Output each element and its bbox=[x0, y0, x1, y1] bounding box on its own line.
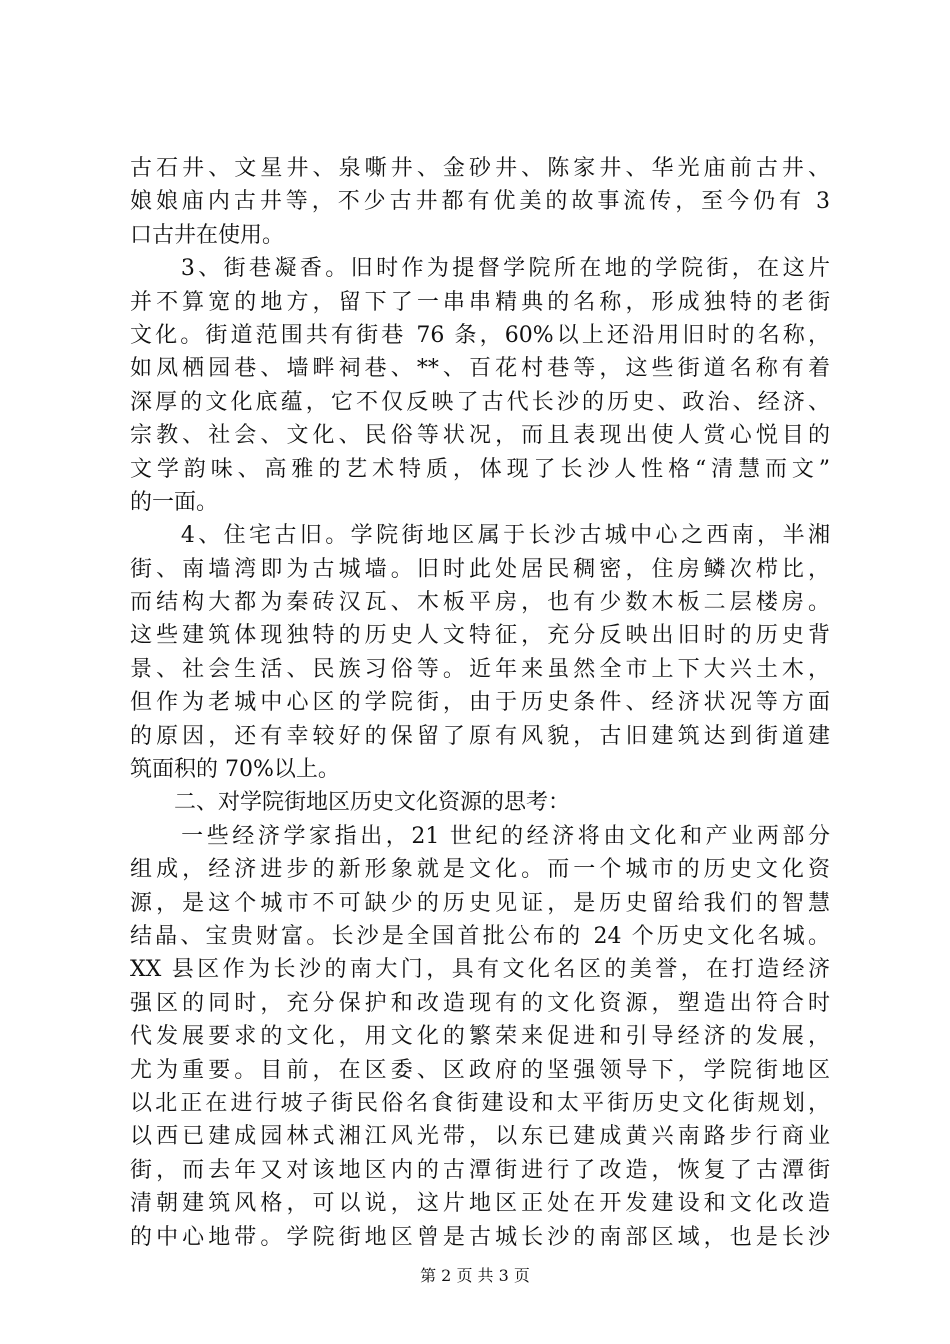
text-line: 强区的同时，充分保护和改造现有的文化资源，塑造出符合时 bbox=[130, 990, 830, 1016]
text-line: 组成，经济进步的新形象就是文化。而一个城市的历史文化资 bbox=[130, 857, 830, 883]
text-line: 二、对学院街地区历史文化资源的思考： bbox=[130, 790, 571, 816]
text-line: 深厚的文化底蕴，它不仅反映了古代长沙的历史、政治、经济、 bbox=[130, 389, 830, 415]
text-line: 的一面。 bbox=[130, 489, 219, 515]
text-line: 文化。街道范围共有街巷 76 条，60%以上还沿用旧时的名称， bbox=[130, 322, 830, 348]
text-line: 街、南墙湾即为古城墙。旧时此处居民稠密，住房鳞次栉比， bbox=[130, 556, 830, 582]
text-line: XX 县区作为长沙的南大门，具有文化名区的美誉，在打造经济 bbox=[130, 957, 830, 983]
text-line: 但作为老城中心区的学院街，由于历史条件、经济状况等方面 bbox=[130, 690, 830, 716]
text-line: 的中心地带。学院街地区曾是古城长沙的南部区域，也是长沙 bbox=[130, 1224, 830, 1250]
text-line: 以西已建成园林式湘江风光带，以东已建成黄兴南路步行商业 bbox=[130, 1124, 830, 1150]
text-line: 以北正在进行坡子街民俗名食街建设和太平街历史文化街规划， bbox=[130, 1090, 830, 1116]
text-line: 文学韵味、高雅的艺术特质，体现了长沙人性格“清慧而文” bbox=[130, 456, 830, 482]
text-line: 尤为重要。目前，在区委、区政府的坚强领导下，学院街地区 bbox=[130, 1057, 830, 1083]
text-line: 的原因，还有幸较好的保留了原有风貌，古旧建筑达到街道建 bbox=[130, 723, 830, 749]
text-line: 口古井在使用。 bbox=[130, 222, 285, 248]
text-line: 清朝建筑风格，可以说，这片地区正处在开发建设和文化改造 bbox=[130, 1191, 830, 1217]
text-line: 如凤栖园巷、墙畔祠巷、**、百花村巷等，这些街道名称有着 bbox=[130, 356, 830, 382]
text-line: 一些经济学家指出，21 世纪的经济将由文化和产业两部分 bbox=[130, 823, 830, 849]
text-line: 结晶、宝贵财富。长沙是全国首批公布的 24 个历史文化名城。 bbox=[130, 923, 830, 949]
text-line: 筑面积的 70%以上。 bbox=[130, 757, 340, 783]
text-line: 源，是这个城市不可缺少的历史见证，是历史留给我们的智慧 bbox=[130, 890, 830, 916]
text-line: 4、住宅古旧。学院街地区属于长沙古城中心之西南，半湘 bbox=[130, 523, 830, 549]
text-line: 而结构大都为秦砖汉瓦、木板平房，也有少数木板二层楼房。 bbox=[130, 590, 830, 616]
text-line: 街，而去年又对该地区内的古潭街进行了改造，恢复了古潭街 bbox=[130, 1157, 830, 1183]
page-footer: 第 2 页 共 3 页 bbox=[420, 1266, 530, 1285]
text-line: 这些建筑体现独特的历史人文特征，充分反映出旧时的历史背 bbox=[130, 623, 830, 649]
text-line: 3、街巷凝香。旧时作为提督学院所在地的学院街，在这片 bbox=[130, 256, 830, 282]
text-line: 代发展要求的文化，用文化的繁荣来促进和引导经济的发展， bbox=[130, 1024, 830, 1050]
text-line: 宗教、社会、文化、民俗等状况，而且表现出使人赏心悦目的 bbox=[130, 423, 830, 449]
body-text bbox=[130, 152, 830, 1254]
text-line: 古石井、文星井、泉嘶井、金砂井、陈家井、华光庙前古井、 bbox=[130, 156, 830, 181]
text-line: 并不算宽的地方，留下了一串串精典的名称，形成独特的老街 bbox=[130, 289, 830, 315]
text-line: 娘娘庙内古井等，不少古井都有优美的故事流传，至今仍有 3 bbox=[130, 189, 830, 215]
text-line: 景、社会生活、民族习俗等。近年来虽然全市上下大兴土木， bbox=[130, 656, 830, 682]
